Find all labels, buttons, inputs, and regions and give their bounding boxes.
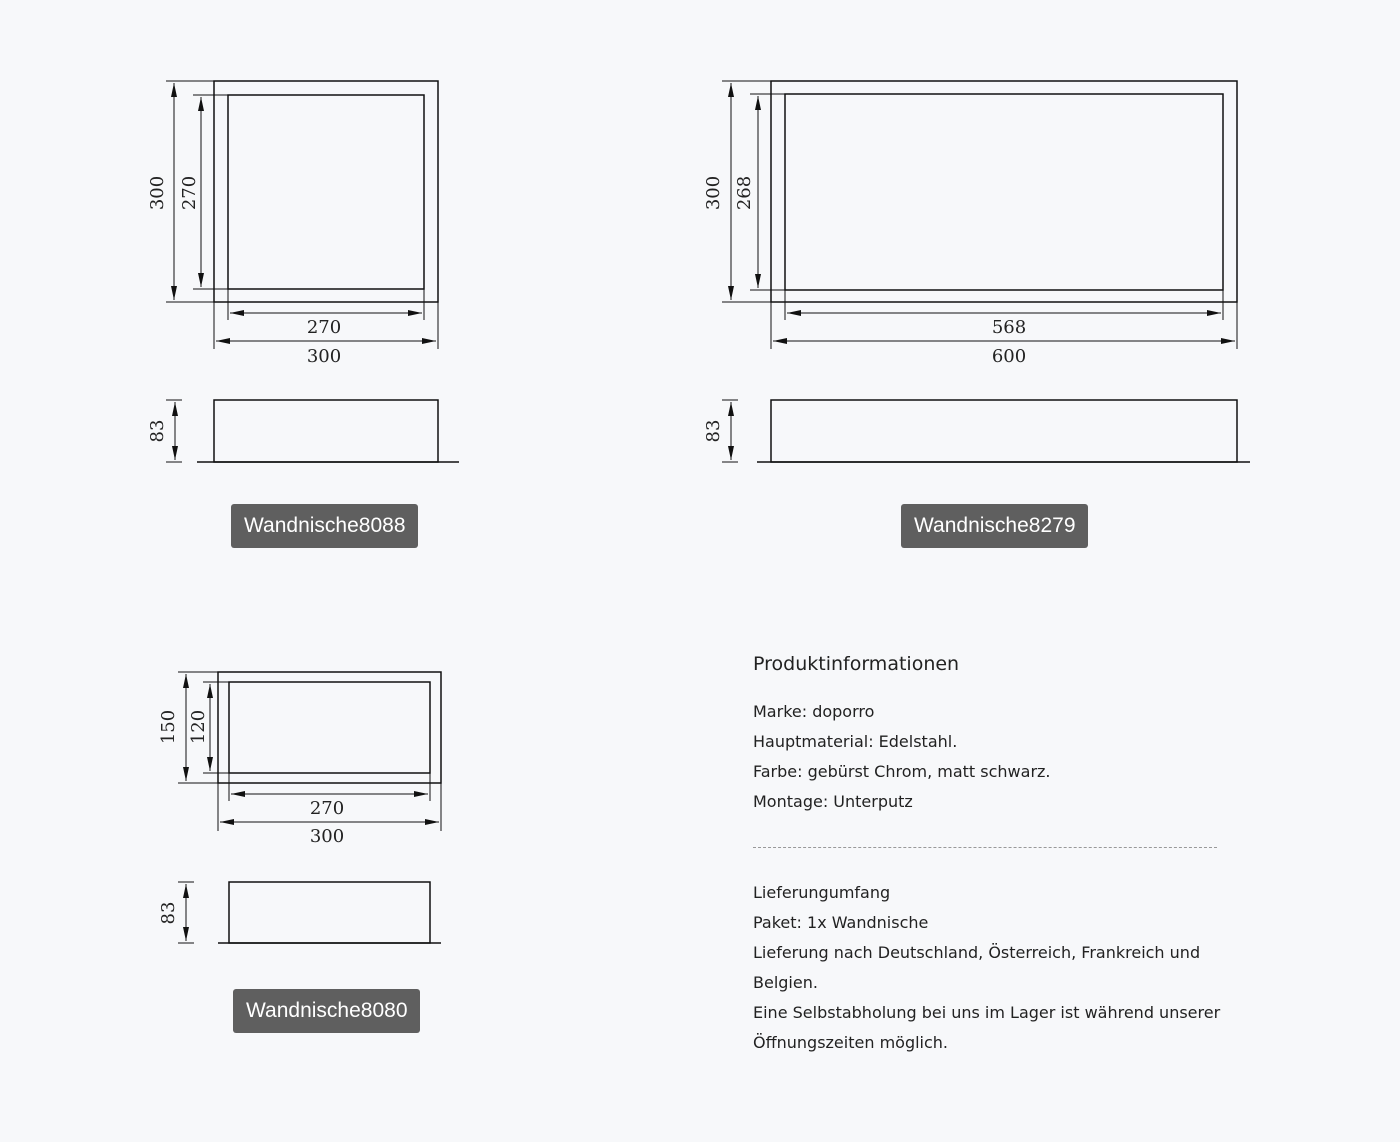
depth-box (229, 882, 430, 943)
outer-height-label: 150 (158, 709, 179, 745)
inner-height-label: 270 (179, 175, 200, 211)
drawing-wandnische8080 (158, 672, 441, 943)
outer-width-label: 600 (991, 346, 1027, 367)
side-view (178, 882, 441, 943)
product-info-title: Produktinformationen (753, 653, 960, 675)
drawing-wandnische8279 (703, 81, 1250, 462)
outer-frame (771, 81, 1237, 302)
inner-frame (785, 94, 1223, 290)
detail-material: Hauptmaterial: Edelstahl. (753, 732, 958, 751)
front-view (722, 81, 1237, 349)
detail-color: Farbe: gebürst Chrom, matt schwarz. (753, 762, 1051, 781)
outer-height-label: 300 (703, 175, 724, 211)
product-info (753, 648, 1233, 1058)
front-view (166, 81, 438, 349)
depth-label: 83 (158, 901, 179, 925)
depth-label: 83 (147, 419, 168, 443)
inner-frame (228, 95, 424, 289)
outer-frame (214, 81, 438, 302)
detail-brand: Marke: doporro (753, 702, 875, 721)
inner-height-label: 120 (188, 709, 209, 745)
outer-width-label: 300 (309, 826, 345, 847)
delivery-heading: Lieferungumfang (753, 883, 891, 902)
inner-width-label: 270 (309, 798, 345, 819)
model-badge-wandnische8279: Wandnische8279 (901, 504, 1088, 548)
outer-height-label: 300 (147, 175, 168, 211)
dashed-divider (753, 847, 1217, 848)
model-badge-wandnische8080: Wandnische8080 (233, 989, 420, 1033)
model-badge-wandnische8088: Wandnische8088 (231, 504, 418, 548)
side-view (722, 400, 1250, 462)
delivery-countries: Lieferung nach Deutschland, Österreich, Frankreich und Belgien. (753, 943, 1201, 992)
delivery-package: Paket: 1x Wandnische (753, 913, 929, 932)
inner-frame (229, 682, 430, 773)
depth-label: 83 (703, 419, 724, 443)
side-view (166, 400, 459, 462)
detail-mounting: Montage: Unterputz (753, 792, 913, 811)
depth-box (771, 400, 1237, 462)
inner-width-label: 568 (991, 317, 1027, 338)
inner-height-label: 268 (734, 175, 755, 211)
delivery-pickup: Eine Selbstabholung bei uns im Lager ist während unserer Öffnungszeiten möglich. (753, 1003, 1221, 1052)
outer-frame (218, 672, 441, 783)
depth-box (214, 400, 438, 462)
drawing-wandnische8088 (147, 81, 459, 462)
outer-width-label: 300 (306, 346, 342, 367)
inner-width-label: 270 (306, 317, 342, 338)
